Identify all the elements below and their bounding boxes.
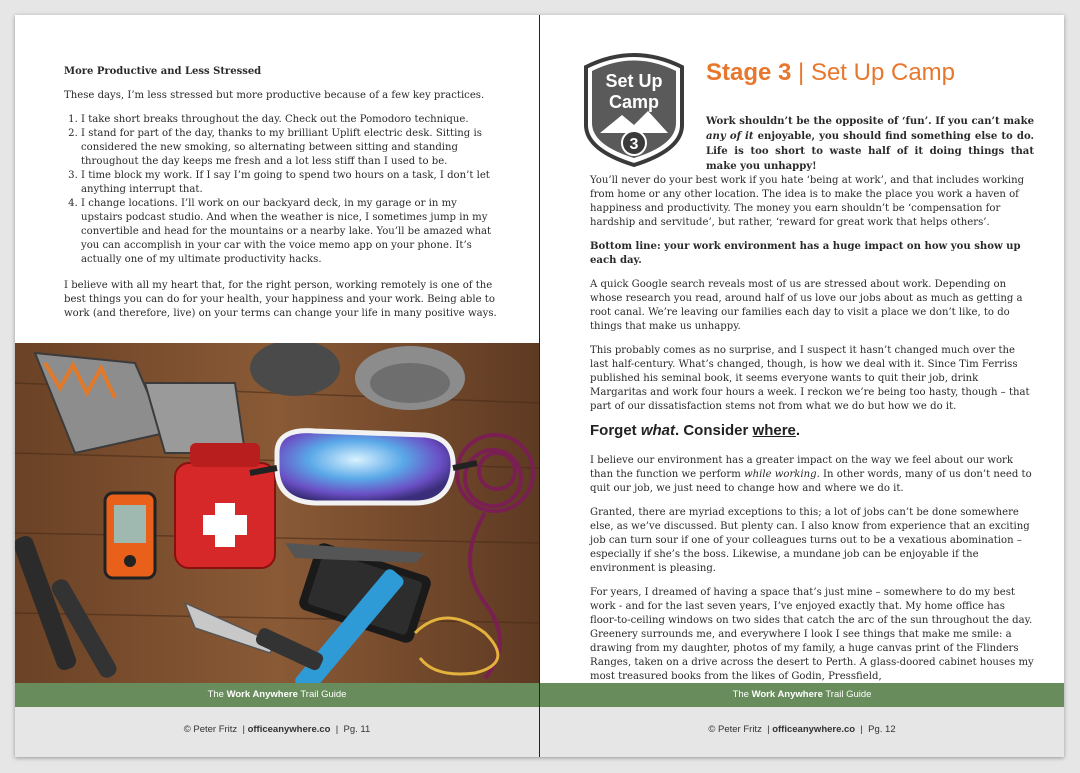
right-page xyxy=(540,15,1064,757)
page-title xyxy=(706,59,955,87)
paragraph: You’ll never do your best work if you hate ‘being at work’, and that includes working from home or any other location. The idea is to make the place you work a haven of happiness and productivity. The money you earn shouldn’t be ‘compensation for hardship and servitude’, but rather, ‘reward for great work that helps others’. xyxy=(590,175,1025,228)
book-spread xyxy=(15,15,1064,757)
list-item: 1. I take short breaks throughout the day. Check out the Pomodoro technique. xyxy=(81,113,500,127)
paragraph: This probably comes as no surprise, and I suspect it hasn’t changed much over the last half-century. What’s changed, though, is how we deal with it. Since Tim Ferriss published his seminal book, it seems everyone wants to quit their job, drink Margaritas and work four hours a week. I reckon we’re being too hasty, though – that part of our dissatisfaction stems not from what we do but how we do it. xyxy=(590,345,1030,412)
intro-emphasis: any of it xyxy=(706,131,754,142)
footer-site-link[interactable]: officeanywhere.co xyxy=(772,724,856,735)
band-prefix: The xyxy=(207,689,227,700)
intro-text: enjoyable, you should find something else to do. Life is too short to waste half of it doing things that make you unhappy! xyxy=(706,131,1035,172)
band-title: Work Anywhere xyxy=(226,689,298,700)
right-page-text xyxy=(590,174,1034,694)
subhead-part: . xyxy=(795,422,801,439)
paragraph: Granted, there are myriad exceptions to this; a lot of jobs can’t be done somewhere else, as we’ve discussed. But plenty can. I also know from experience that an exciting job can turn sour if one of your colleagues turns out to be a vexatious abomination – especially if she’s the boss. Likewise, a mundane job can be enjoyable if the environment is pleasing. xyxy=(590,507,1030,574)
paragraph: A quick Google search reveals most of us are stressed about work. Depending on whose research you read, around half of us love our jobs about as much as getting a root canal. We’re leaving our families each day to visit a place we don’t like, to do things that make us unhappy. xyxy=(590,279,1023,332)
left-page-text xyxy=(64,65,500,331)
hiking-gear-illustration xyxy=(15,343,539,683)
stage-name: Set Up Camp xyxy=(810,59,956,86)
footer-band xyxy=(15,683,539,707)
intro-callout xyxy=(706,114,1034,174)
subhead-part: Forget xyxy=(590,422,641,439)
footer-site-link[interactable]: officeanywhere.co xyxy=(247,724,331,735)
band-prefix: The xyxy=(732,689,752,700)
page-number: Pg. 11 xyxy=(343,724,371,735)
badge-number: 3 xyxy=(629,136,639,153)
section-heading: More Productive and Less Stressed xyxy=(64,66,262,77)
gps-device-icon xyxy=(105,493,155,578)
band-suffix: Trail Guide xyxy=(822,689,872,700)
stage-badge xyxy=(578,45,690,167)
paragraph-text: I believe our environment has a greater impact on the way we feel about our work than the function we perform xyxy=(590,455,1013,480)
list-item: 4. I change locations. I’ll work on our backyard deck, in my garage or in my upstairs podcast studio. And when the weather is nice, I sometimes jump in my convertible and head for the mountains or a nearby lake. You’ll be amazed what you can accomplish in your car with the voice memo app on your phone. It’s actually one of my ultimate productivity hacks. xyxy=(81,197,500,267)
subheading xyxy=(590,424,1034,438)
subhead-part: where xyxy=(752,422,796,439)
subhead-part: . Consider xyxy=(675,422,753,439)
band-suffix: Trail Guide xyxy=(297,689,347,700)
list-item: 2. I stand for part of the day, thanks to my brilliant Uplift electric desk. Sitting is considered the new smoking, so alternating between sitting and standing throughout the day keeps me fresh and a lot less stiff than I used to be. xyxy=(81,127,500,169)
page-footer: © Peter Fritz | officeanywhere.co | Pg. 12 xyxy=(540,707,1064,757)
badge-line1: Set Up xyxy=(605,71,663,91)
hiking-gear-photo xyxy=(15,343,539,683)
paragraph: For years, I dreamed of having a space that’s just mine – somewhere to do my best work - and for the last seven years, I’ve enjoyed exactly that. My home office has floor-to-ceiling windows on two sides that catch the arc of the sun throughout the day. Greenery surrounds me, and everywhere I look I see things that make me smile: a drawing from my daughter, photos of my family, a huge canvas print of the Flinders Ranges, taken on a drive across the desert to Perth. A glass-doored cabinet houses my most treasured books from the likes of Godin, Pressfield, xyxy=(590,587,1034,682)
footer-band xyxy=(540,683,1064,707)
badge-line2: Camp xyxy=(608,92,660,112)
page-number: Pg. 12 xyxy=(868,724,896,735)
list-item: 3. I time block my work. If I say I’m going to spend two hours on a task, I don’t let anything interrupt that. xyxy=(81,169,500,197)
practices-list xyxy=(64,113,500,267)
footer-author: © Peter Fritz xyxy=(183,724,238,735)
band-title: Work Anywhere xyxy=(751,689,823,700)
stage-label: Stage 3 xyxy=(706,59,792,86)
left-page xyxy=(15,15,539,757)
intro-paragraph: These days, I’m less stressed but more productive because of a few key practices. xyxy=(64,90,485,101)
ski-goggles-icon xyxy=(250,431,477,503)
paragraph-emphasis: while working xyxy=(743,469,817,480)
paragraph xyxy=(590,454,1034,496)
title-separator: | xyxy=(791,59,811,86)
bottom-line: Bottom line: your work environment has a huge impact on how you show up each day. xyxy=(590,241,1021,266)
intro-text: Work shouldn’t be the opposite of ‘fun’. If you can’t make xyxy=(706,116,1034,127)
paragraph-text: . In other words, many of us don’t need to quit our job, we just need to change how and where we do it. xyxy=(590,469,1032,494)
footer-author: © Peter Fritz xyxy=(708,724,762,735)
page-footer: © Peter Fritz | officeanywhere.co | Pg. 11 xyxy=(15,707,539,757)
closing-paragraph: I believe with all my heart that, for the right person, working remotely is one of the best things you can do for your health, your happiness and your work. Being able to work (and therefore, live) on your terms can change your life in many positive ways. xyxy=(64,280,497,319)
subhead-part: what xyxy=(640,422,676,439)
